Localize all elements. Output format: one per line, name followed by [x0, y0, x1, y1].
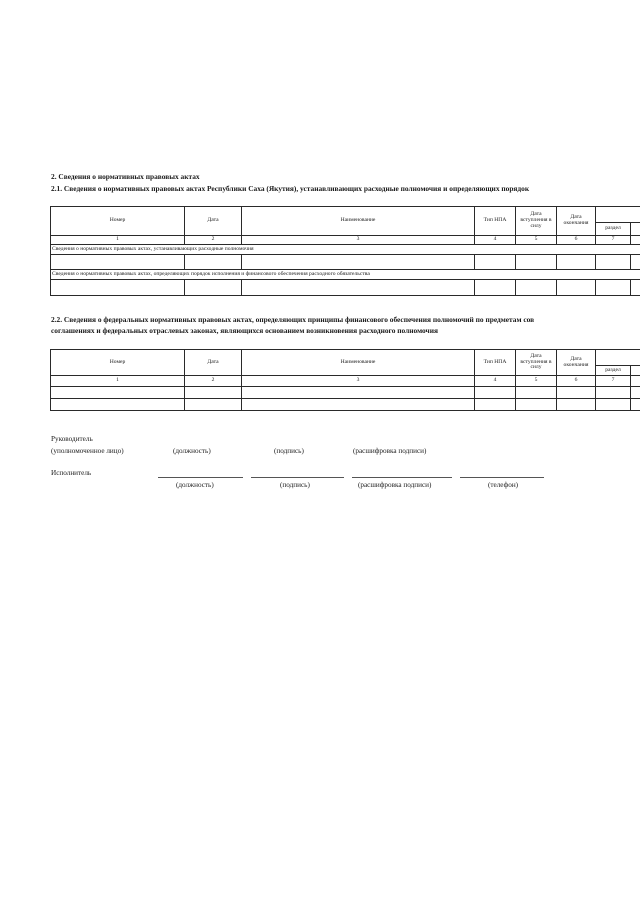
exec-decode-line[interactable]: [352, 477, 452, 478]
head-position-caption: (должность): [173, 447, 211, 455]
subsection-1-title: 2.1. Сведения о нормативных правовых актах Республики Саха (Якутия), устанавливающих расходные полномочия и определяющих порядок: [51, 184, 530, 193]
table-row: [51, 387, 640, 399]
exec-phone-line[interactable]: [460, 477, 544, 478]
col-number: 7: [596, 376, 631, 387]
exec-phone-caption: (телефон): [488, 481, 519, 489]
section-title: 2. Сведения о нормативных правовых актах: [51, 172, 200, 181]
group-label-procedure: Сведения о нормативных правовых актах, определяющих порядок исполнения и финансового обеспечения расходного обязательства: [51, 270, 640, 280]
header-number: Номер: [51, 350, 185, 376]
group-label-powers: Сведения о нормативных правовых актах, устанавливающих расходные полномочия: [51, 245, 640, 255]
table-regional-acts: [50, 206, 640, 296]
table-row: [51, 399, 640, 411]
header-end-date: Дата окончания: [557, 350, 596, 376]
exec-signature-line[interactable]: [251, 477, 344, 478]
header-date: Дата: [185, 207, 242, 236]
col-number: 6: [557, 376, 596, 387]
col-number: 5: [516, 236, 557, 245]
header-section: раздел: [596, 366, 631, 376]
header-number: Номер: [51, 207, 185, 236]
head-label: Руководитель: [51, 435, 93, 443]
subsection-2-title-line1: 2.2. Сведения о федеральных нормативных правовых актах, определяющих принципы финансового обеспечения полномочий по предметам сов: [51, 315, 535, 324]
header-date: Дата: [185, 350, 242, 376]
header-subsection: [631, 223, 640, 236]
head-label-sub: (уполномоченное лицо): [51, 447, 124, 455]
col-number: 2: [185, 376, 242, 387]
header-end-date: Дата окончания: [557, 207, 596, 236]
col-number: 3: [242, 236, 475, 245]
col-number: 7: [596, 236, 631, 245]
head-signature-caption: (подпись): [274, 447, 304, 455]
exec-decode-caption: (расшифровка подписи): [358, 481, 432, 489]
exec-signature-caption: (подпись): [280, 481, 310, 489]
header-section: раздел: [596, 223, 631, 236]
subsection-2-title-line2: соглашениях и федеральных отраслевых законах, являющихся основанием возникновения расходного полномочия: [51, 326, 438, 335]
header-name: Наименование: [242, 207, 475, 236]
header-name: Наименование: [242, 350, 475, 376]
header-type: Тип НПА: [475, 207, 516, 236]
col-number: 2: [185, 236, 242, 245]
exec-position-caption: (должность): [176, 481, 214, 489]
executor-label: Исполнитель: [51, 469, 92, 477]
col-number: 1: [51, 236, 185, 245]
col-number: 6: [557, 236, 596, 245]
header-group-empty: [596, 350, 640, 366]
col-number: 4: [475, 376, 516, 387]
table-row: [51, 280, 640, 296]
col-number: 5: [516, 376, 557, 387]
header-entry-date: Дата вступления в силу: [516, 207, 557, 236]
col-number: 1: [51, 376, 185, 387]
header-group-empty: [596, 207, 640, 223]
exec-position-line[interactable]: [158, 477, 243, 478]
table-federal-acts: [50, 349, 640, 411]
col-number: 4: [475, 236, 516, 245]
header-subsection: [631, 366, 640, 376]
header-type: Тип НПА: [475, 350, 516, 376]
table-row: [51, 255, 640, 270]
col-number: 3: [242, 376, 475, 387]
header-entry-date: Дата вступления в силу: [516, 350, 557, 376]
head-decode-caption: (расшифровка подписи): [353, 447, 427, 455]
